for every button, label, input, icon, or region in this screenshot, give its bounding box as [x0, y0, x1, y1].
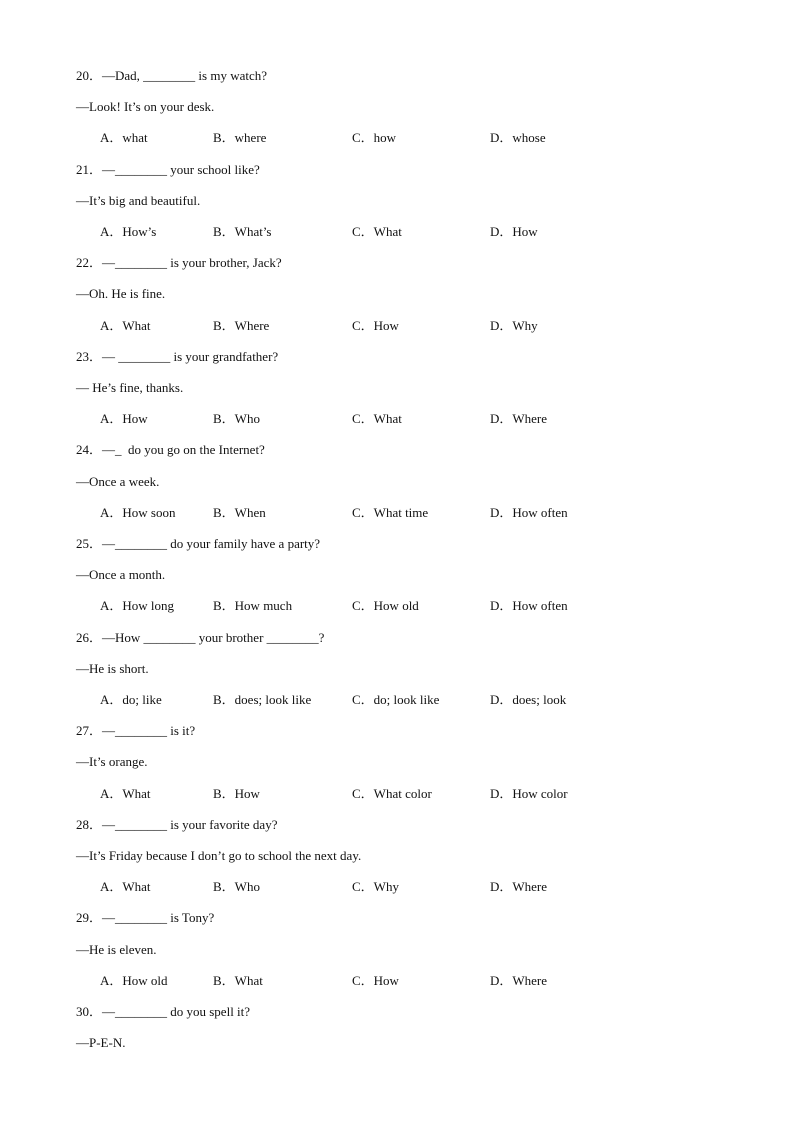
option-c: C．do; look like: [352, 692, 440, 707]
option-a: A．What: [100, 318, 151, 333]
option-b: B．Where: [213, 318, 270, 333]
question-stem: 29．—________ is Tony?: [76, 910, 215, 925]
option-b: B．What’s: [213, 224, 272, 239]
option-b: B．does; look like: [213, 692, 312, 707]
answer-line: —He is eleven.: [76, 942, 157, 957]
answer-line: — He’s fine, thanks.: [76, 380, 184, 395]
option-a: A．How soon: [100, 505, 176, 520]
answer-line: —P-E-N.: [76, 1035, 126, 1050]
option-d: D．How color: [490, 786, 568, 801]
option-d: D．does; look: [490, 692, 567, 707]
answer-line: —He is short.: [76, 661, 149, 676]
option-d: D．Why: [490, 318, 538, 333]
question-stem: 24．—_ do you go on the Internet?: [76, 442, 265, 457]
answer-line: —It’s big and beautiful.: [76, 193, 201, 208]
option-b: B．Who: [213, 411, 260, 426]
option-a: A．How long: [100, 598, 175, 613]
option-b: B．Who: [213, 879, 260, 894]
answer-line: —Look! It’s on your desk.: [76, 99, 215, 114]
option-c: C．How: [352, 318, 399, 333]
option-a: A．How’s: [100, 224, 157, 239]
option-d: D．Where: [490, 411, 548, 426]
option-b: B．where: [213, 130, 267, 145]
option-a: A．What: [100, 879, 151, 894]
option-d: D．How often: [490, 505, 568, 520]
option-c: C．What: [352, 224, 402, 239]
option-c: C．how: [352, 130, 397, 145]
option-a: A．what: [100, 130, 148, 145]
option-a: A．How old: [100, 973, 168, 988]
question-stem: 20．—Dad, ________ is my watch?: [76, 68, 268, 83]
option-d: D．How often: [490, 598, 568, 613]
option-a: A．do; like: [100, 692, 162, 707]
answer-line: —It’s Friday because I don’t go to school the next day.: [76, 848, 362, 863]
answer-line: —It’s orange.: [76, 754, 148, 769]
option-c: C．How old: [352, 598, 419, 613]
option-a: A．What: [100, 786, 151, 801]
question-stem: 30．—________ do you spell it?: [76, 1004, 251, 1019]
question-stem: 22．—________ is your brother, Jack?: [76, 255, 282, 270]
option-c: C．What: [352, 411, 402, 426]
option-b: B．What: [213, 973, 263, 988]
option-d: D．Where: [490, 879, 548, 894]
answer-line: —Oh. He is fine.: [76, 286, 166, 301]
option-c: C．What time: [352, 505, 429, 520]
question-stem: 21．—________ your school like?: [76, 162, 260, 177]
option-a: A．How: [100, 411, 148, 426]
option-b: B．When: [213, 505, 266, 520]
question-stem: 28．—________ is your favorite day?: [76, 817, 278, 832]
option-c: C．How: [352, 973, 399, 988]
question-stem: 25．—________ do your family have a party?: [76, 536, 321, 551]
option-d: D．How: [490, 224, 538, 239]
option-d: D．Where: [490, 973, 548, 988]
answer-line: —Once a week.: [76, 474, 160, 489]
option-b: B．How much: [213, 598, 293, 613]
option-c: C．What color: [352, 786, 432, 801]
question-stem: 23．— ________ is your grandfather?: [76, 349, 279, 364]
option-b: B．How: [213, 786, 260, 801]
answer-line: —Once a month.: [76, 567, 166, 582]
question-stem: 26．—How ________ your brother ________?: [76, 630, 325, 645]
question-stem: 27．—________ is it?: [76, 723, 196, 738]
option-c: C．Why: [352, 879, 399, 894]
option-d: D．whose: [490, 130, 546, 145]
